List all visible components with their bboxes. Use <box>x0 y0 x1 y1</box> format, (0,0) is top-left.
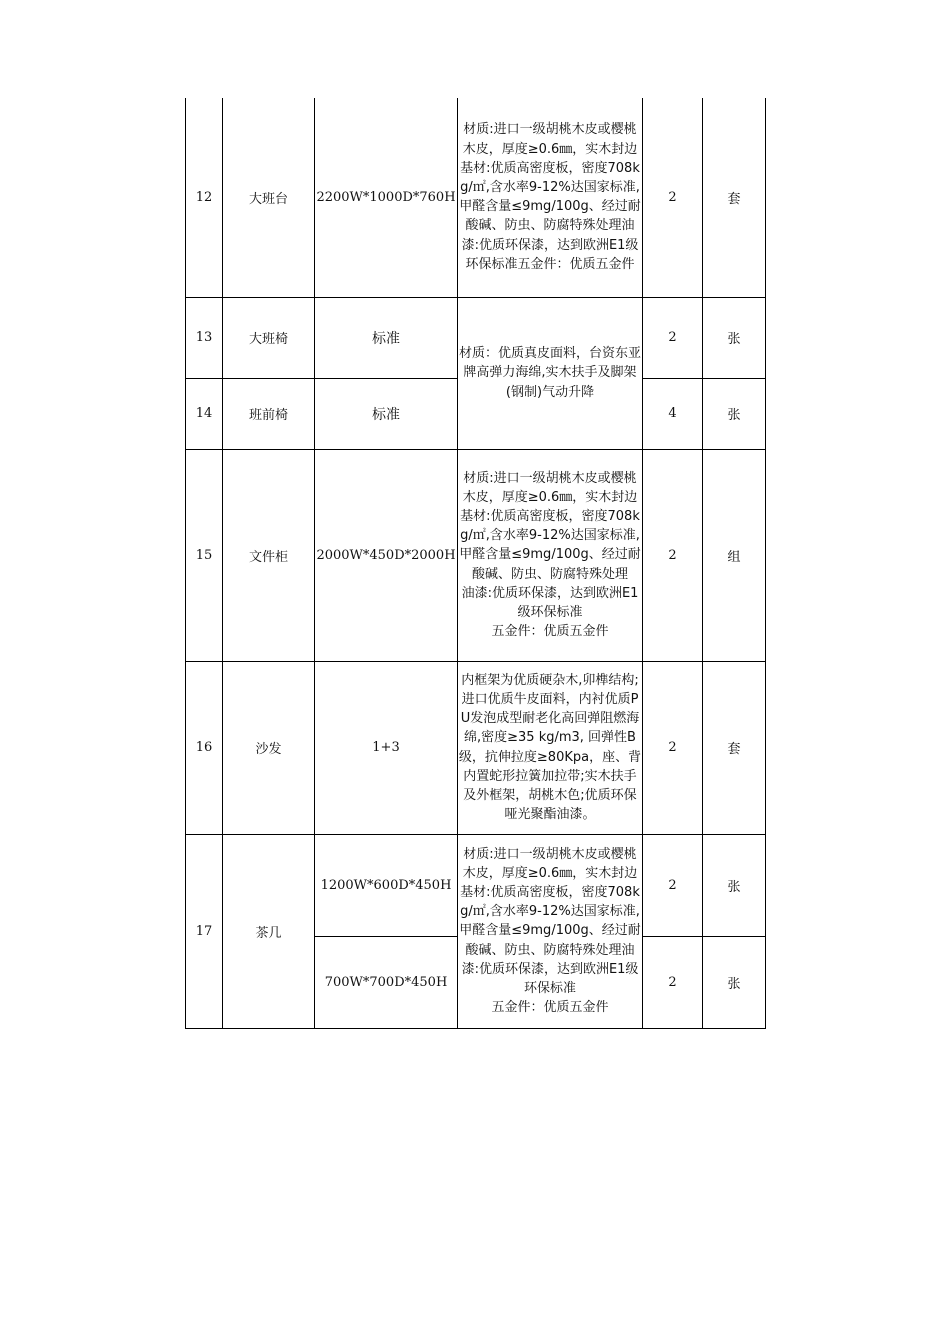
item-description: 内框架为优质硬杂木,卯榫结构;进口优质牛皮面料，内衬优质PU发泡成型耐老化高回弹阻燃海绵,密度≥35 kg/m3, 回弹性B级，抗伸拉度≥80Kpa，座、背内置蛇形拉簧加拉带;实木扶手及外框架，胡桃木色;优质环保哑光聚酯油漆。 <box>458 661 643 834</box>
item-description: 材质:进口一级胡桃木皮或樱桃木皮，厚度≥0.6㎜，实木封边基材:优质高密度板，密度708kg/㎡,含水率9-12%达国家标准,甲醛含量≤9mg/100g、经过耐酸碱、防虫、防腐特殊处理油漆:优质环保漆，达到欧洲E1级环保标准五金件：优质五金件 <box>458 98 643 297</box>
item-description: 材质:进口一级胡桃木皮或樱桃木皮，厚度≥0.6㎜，实木封边 基材:优质高密度板，密度708kg/㎡,含水率9-12%达国家标准,甲醛含量≤9mg/100g、经过耐酸碱、防虫、防腐特殊处理 油漆:优质环保漆，达到欧洲E1级环保标准 五金件：优质五金件 <box>458 449 643 661</box>
row-number: 14 <box>186 378 223 449</box>
item-name: 沙发 <box>223 661 315 834</box>
item-size: 700W*700D*450H <box>315 936 458 1028</box>
item-quantity: 2 <box>643 936 703 1028</box>
item-quantity: 4 <box>643 378 703 449</box>
row-number: 15 <box>186 449 223 661</box>
row-number: 12 <box>186 98 223 297</box>
table-row <box>186 834 766 936</box>
item-size: 标准 <box>315 297 458 378</box>
item-unit: 张 <box>703 834 766 936</box>
item-name: 班前椅 <box>223 378 315 449</box>
item-size: 1+3 <box>315 661 458 834</box>
item-name: 大班椅 <box>223 297 315 378</box>
item-name: 大班台 <box>223 98 315 297</box>
item-size: 1200W*600D*450H <box>315 834 458 936</box>
row-number: 16 <box>186 661 223 834</box>
item-unit: 组 <box>703 449 766 661</box>
item-quantity: 2 <box>643 449 703 661</box>
row-number: 13 <box>186 297 223 378</box>
furniture-spec-table <box>185 98 766 1029</box>
item-quantity: 2 <box>643 297 703 378</box>
table-row <box>186 98 766 297</box>
item-size: 2200W*1000D*760H <box>315 98 458 297</box>
table-row <box>186 297 766 378</box>
table-row <box>186 449 766 661</box>
row-number: 17 <box>186 834 223 1028</box>
item-name: 茶几 <box>223 834 315 1028</box>
item-quantity: 2 <box>643 98 703 297</box>
table-row <box>186 661 766 834</box>
item-description: 材质：优质真皮面料，台资东亚牌高弹力海绵,实木扶手及脚架(钢制)气动升降 <box>458 297 643 449</box>
item-quantity: 2 <box>643 661 703 834</box>
item-name: 文件柜 <box>223 449 315 661</box>
item-unit: 张 <box>703 297 766 378</box>
item-unit: 张 <box>703 378 766 449</box>
item-quantity: 2 <box>643 834 703 936</box>
item-size: 标准 <box>315 378 458 449</box>
item-description: 材质:进口一级胡桃木皮或樱桃木皮，厚度≥0.6㎜，实木封边基材:优质高密度板，密度708kg/㎡,含水率9-12%达国家标准,甲醛含量≤9mg/100g、经过耐酸碱、防虫、防腐特殊处理油漆:优质环保漆，达到欧洲E1级环保标准 五金件：优质五金件 <box>458 834 643 1028</box>
item-unit: 套 <box>703 661 766 834</box>
item-unit: 套 <box>703 98 766 297</box>
item-size: 2000W*450D*2000H <box>315 449 458 661</box>
item-unit: 张 <box>703 936 766 1028</box>
